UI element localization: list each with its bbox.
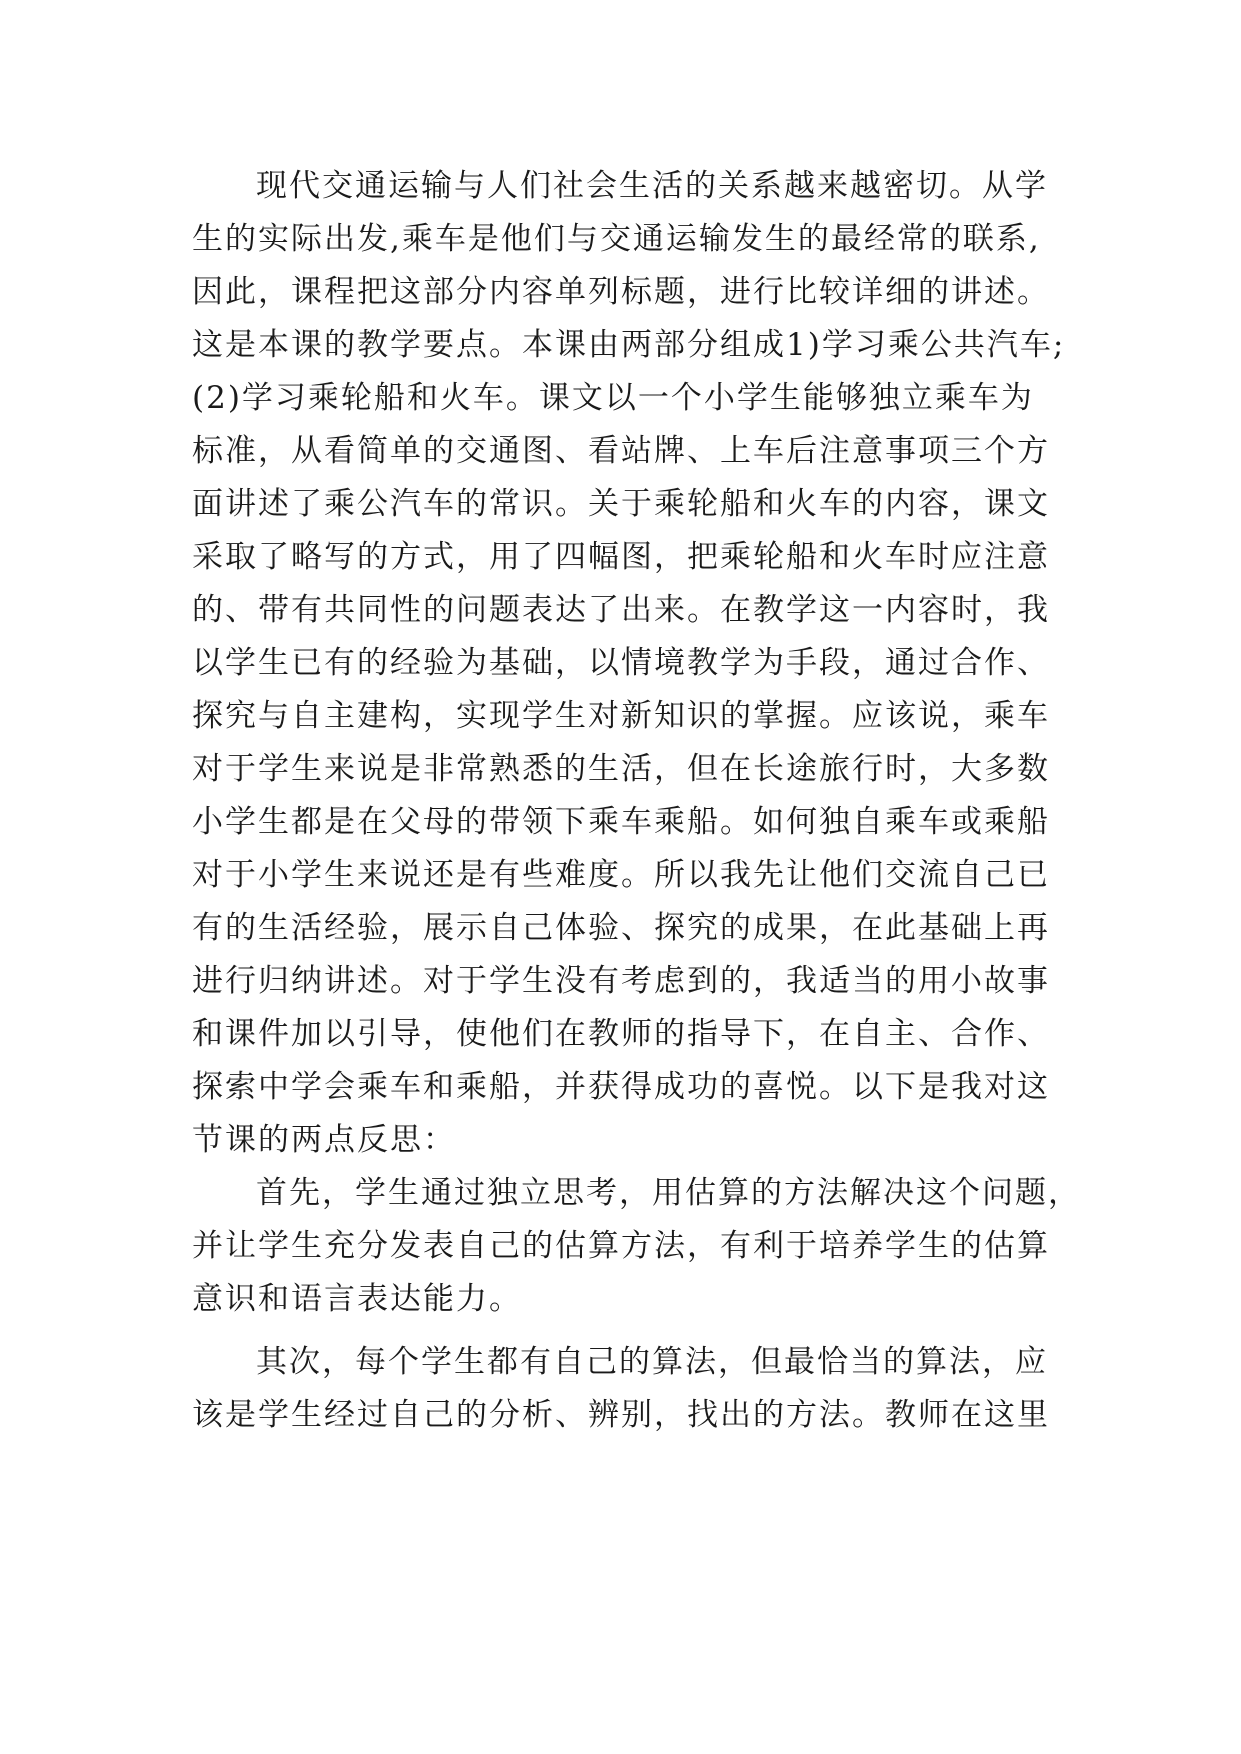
text-line: 生的实际出发,乘车是他们与交通运输发生的最经常的联系, bbox=[192, 221, 1041, 257]
text-line: 探索中学会乘车和乘船，并获得成功的喜悦。以下是我对这 bbox=[192, 1069, 1050, 1105]
text-line: 和课件加以引导，使他们在教师的指导下，在自主、合作、 bbox=[192, 1016, 1050, 1052]
text-line: 因此，课程把这部分内容单列标题，进行比较详细的讲述。 bbox=[192, 274, 1050, 310]
text-line: 其次，每个学生都有自己的算法，但最恰当的算法，应 bbox=[256, 1344, 1048, 1380]
text-line: 小学生都是在父母的带领下乘车乘船。如何独自乘车或乘船 bbox=[192, 804, 1050, 840]
paragraph-2 bbox=[192, 1167, 1092, 1326]
text-line: (2)学习乘轮船和火车。课文以一个小学生能够独立乘车为 bbox=[192, 380, 1034, 416]
text-line: 的、带有共同性的问题表达了出来。在教学这一内容时，我 bbox=[192, 592, 1050, 628]
text-line: 对于学生来说是非常熟悉的生活，但在长途旅行时，大多数 bbox=[192, 751, 1050, 787]
text-line: 并让学生充分发表自己的估算方法，有利于培养学生的估算 bbox=[192, 1228, 1050, 1264]
text-line: 以学生已有的经验为基础，以情境教学为手段，通过合作、 bbox=[192, 645, 1050, 681]
text-line: 标准，从看简单的交通图、看站牌、上车后注意事项三个方 bbox=[192, 433, 1050, 469]
text-line: 现代交通运输与人们社会生活的关系越来越密切。从学 bbox=[256, 168, 1048, 204]
text-line: 该是学生经过自己的分析、辨别，找出的方法。教师在这里 bbox=[192, 1397, 1050, 1433]
text-line: 对于小学生来说还是有些难度。所以我先让他们交流自己已 bbox=[192, 857, 1050, 893]
text-line: 这是本课的教学要点。本课由两部分组成1)学习乘公共汽车; bbox=[192, 327, 1066, 363]
text-line: 面讲述了乘公汽车的常识。关于乘轮船和火车的内容，课文 bbox=[192, 486, 1050, 522]
text-line: 采取了略写的方式，用了四幅图，把乘轮船和火车时应注意 bbox=[192, 539, 1050, 575]
text-line: 有的生活经验，展示自己体验、探究的成果，在此基础上再 bbox=[192, 910, 1050, 946]
text-line: 节课的两点反思： bbox=[192, 1122, 456, 1158]
text-line: 首先，学生通过独立思考，用估算的方法解决这个问题， bbox=[256, 1175, 1081, 1211]
document-body bbox=[192, 160, 1092, 1442]
text-line: 探究与自主建构，实现学生对新知识的掌握。应该说，乘车 bbox=[192, 698, 1050, 734]
text-line: 进行归纳讲述。对于学生没有考虑到的，我适当的用小故事 bbox=[192, 963, 1050, 999]
paragraph-1 bbox=[192, 160, 1092, 1167]
text-line: 意识和语言表达能力。 bbox=[192, 1281, 522, 1317]
paragraph-3 bbox=[192, 1336, 1092, 1442]
